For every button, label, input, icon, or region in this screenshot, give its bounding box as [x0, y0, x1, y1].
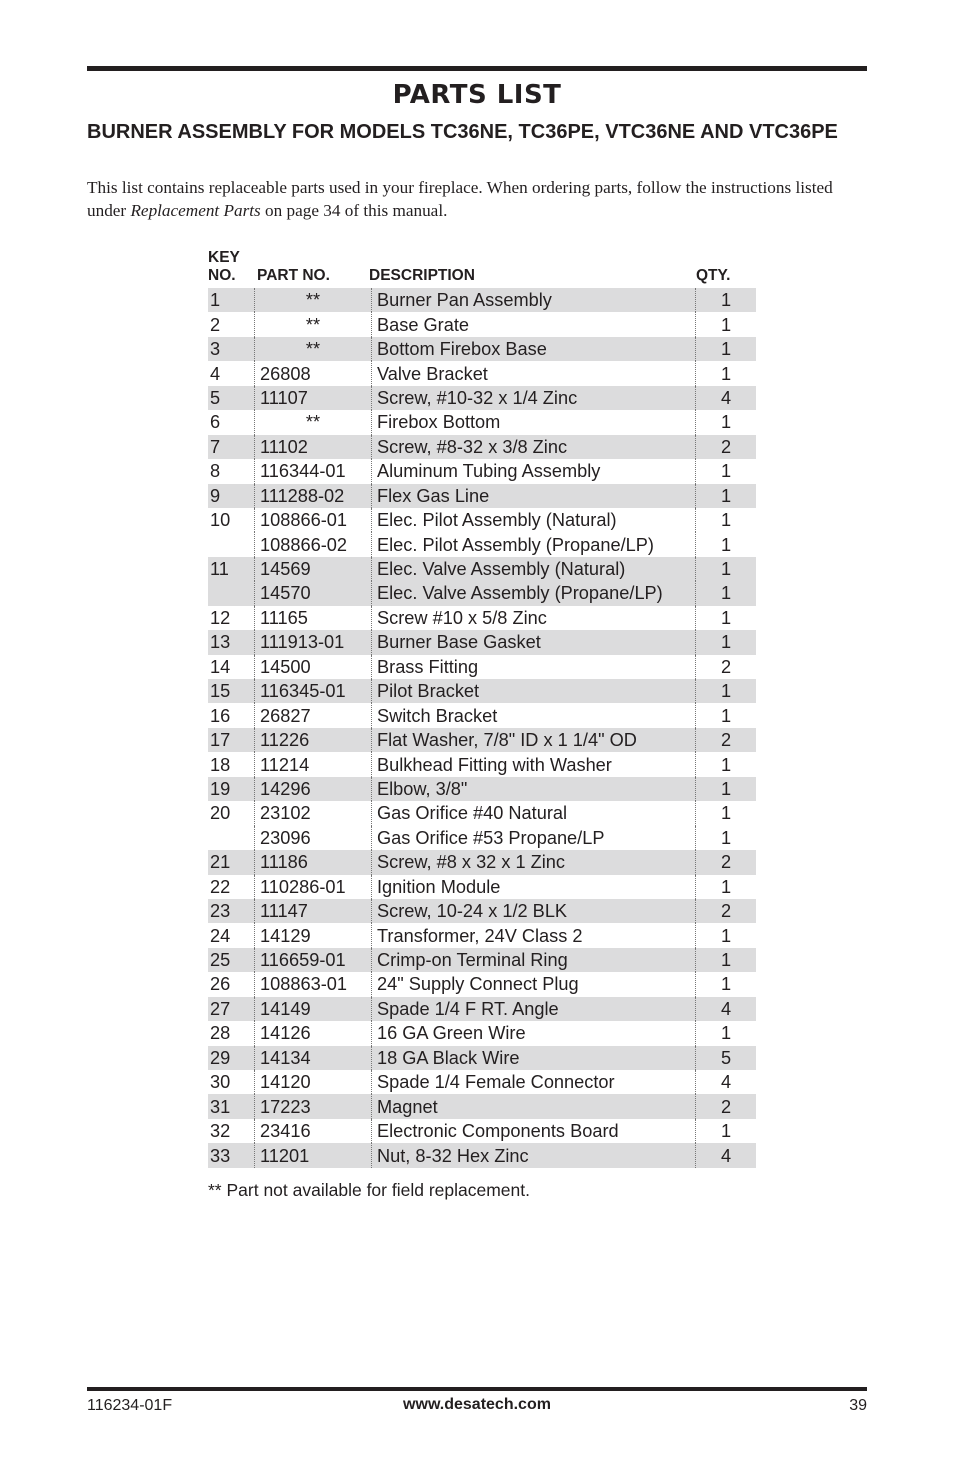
key-no-cell: 20	[208, 801, 255, 825]
description-cell: Elec. Pilot Assembly (Natural)	[372, 508, 696, 532]
description-cell: Elbow, 3/8"	[372, 777, 696, 801]
qty-cell: 2	[696, 435, 757, 459]
key-no-cell: 28	[208, 1021, 255, 1045]
qty-cell: 1	[696, 557, 757, 581]
key-no-cell: 3	[208, 337, 255, 361]
part-no-cell: 11102	[255, 435, 372, 459]
part-no-cell: 14296	[255, 777, 372, 801]
qty-cell: 1	[720, 876, 732, 897]
description-cell: Bottom Firebox Base	[372, 337, 696, 361]
part-no-cell: 111288-02	[255, 484, 372, 508]
part-no-cell: 14120	[255, 1070, 372, 1094]
table-row	[208, 826, 756, 850]
key-no-cell: 25	[208, 948, 255, 972]
description-cell: Magnet	[372, 1094, 696, 1118]
part-no-cell: 116344-01	[255, 459, 372, 483]
part-no-cell: 14129	[255, 923, 372, 947]
description-cell: Burner Pan Assembly	[372, 288, 696, 312]
part-no-cell: **	[255, 288, 372, 312]
table-row	[208, 1046, 756, 1070]
table-row	[208, 386, 756, 410]
key-no-cell: 4	[208, 361, 255, 385]
part-no-cell: 108866-02	[255, 532, 372, 556]
intro-text-start: This list contains replaceable parts used in your fireplace. When ordering parts, follow the instructions listed under	[87, 178, 833, 220]
key-no-cell: 24	[208, 923, 255, 947]
qty-cell: 1	[720, 705, 732, 726]
table-row	[208, 484, 756, 508]
description-cell: Pilot Bracket	[372, 679, 696, 703]
table-row	[208, 1070, 756, 1094]
qty-cell: 1	[696, 288, 757, 312]
part-no-cell: 111913-01	[255, 630, 372, 654]
key-no-cell: 18	[208, 752, 255, 776]
qty-cell: 1	[696, 337, 757, 361]
table-row	[208, 410, 756, 434]
description-cell: Transformer, 24V Class 2	[372, 923, 696, 947]
qty-cell: 1	[696, 630, 757, 654]
table-row	[208, 923, 756, 947]
description-cell: Screw, #8 x 32 x 1 Zinc	[372, 850, 696, 874]
parts-table	[208, 288, 756, 1168]
description-cell: Crimp-on Terminal Ring	[372, 948, 696, 972]
description-cell: Flex Gas Line	[372, 484, 696, 508]
table-row	[208, 337, 756, 361]
description-cell: Elec. Pilot Assembly (Propane/LP)	[372, 532, 696, 556]
part-no-cell: 14500	[255, 655, 372, 679]
part-no-cell: 17223	[255, 1094, 372, 1118]
key-no-cell: 7	[208, 435, 255, 459]
description-cell: Burner Base Gasket	[372, 630, 696, 654]
table-row	[208, 361, 756, 385]
section-heading: BURNER ASSEMBLY FOR MODELS TC36NE, TC36PE, VTC36NE AND VTC36PE	[87, 121, 838, 143]
table-row	[208, 679, 756, 703]
description-cell: Elec. Valve Assembly (Natural)	[372, 557, 696, 581]
header-qty: QTY.	[696, 267, 731, 284]
description-cell: Bulkhead Fitting with Washer	[372, 752, 696, 776]
page-number: 39	[849, 1397, 867, 1414]
qty-cell: 1	[720, 1023, 732, 1044]
qty-cell: 2	[696, 850, 757, 874]
footnote: ** Part not available for field replacement.	[208, 1180, 530, 1200]
key-no-cell: 29	[208, 1046, 255, 1070]
qty-cell: 1	[720, 827, 732, 848]
table-row	[208, 972, 756, 996]
key-no-cell	[208, 826, 255, 850]
header-key-line1: KEY	[208, 249, 240, 266]
qty-cell: 1	[720, 412, 732, 433]
table-row	[208, 1021, 756, 1045]
table-row	[208, 997, 756, 1021]
description-cell: Brass Fitting	[372, 655, 696, 679]
part-no-cell: 14134	[255, 1046, 372, 1070]
description-cell: 16 GA Green Wire	[372, 1021, 696, 1045]
intro-paragraph	[87, 176, 872, 222]
description-cell: Base Grate	[372, 312, 696, 336]
key-no-cell: 33	[208, 1143, 255, 1167]
part-no-cell: 23102	[255, 801, 372, 825]
part-no-cell: **	[255, 337, 372, 361]
qty-cell: 4	[720, 1072, 732, 1093]
qty-cell: 1	[696, 679, 757, 703]
key-no-cell: 9	[208, 484, 255, 508]
qty-cell: 1	[696, 484, 757, 508]
table-row	[208, 606, 756, 630]
description-cell: Valve Bracket	[372, 361, 696, 385]
page-title: PARTS LIST	[392, 80, 562, 110]
table-row	[208, 288, 756, 312]
description-cell: Aluminum Tubing Assembly	[372, 459, 696, 483]
description-cell: 24" Supply Connect Plug	[372, 972, 696, 996]
description-cell: Spade 1/4 F RT. Angle	[372, 997, 696, 1021]
table-row	[208, 948, 756, 972]
key-no-cell: 23	[208, 899, 255, 923]
part-no-cell: 116659-01	[255, 948, 372, 972]
part-no-cell: 14149	[255, 997, 372, 1021]
key-no-cell	[208, 532, 255, 556]
table-row	[208, 435, 756, 459]
key-no-cell: 6	[208, 410, 255, 434]
table-row	[208, 557, 756, 581]
key-no-cell: 12	[208, 606, 255, 630]
description-cell: Gas Orifice #53 Propane/LP	[372, 826, 696, 850]
qty-cell: 2	[696, 899, 757, 923]
qty-cell: 1	[720, 974, 732, 995]
key-no-cell: 32	[208, 1119, 255, 1143]
key-no-cell: 5	[208, 386, 255, 410]
part-no-cell: 11214	[255, 752, 372, 776]
part-no-cell: 11201	[255, 1143, 372, 1167]
qty-cell: 1	[720, 314, 732, 335]
table-row	[208, 801, 756, 825]
table-row	[208, 312, 756, 336]
key-no-cell: 19	[208, 777, 255, 801]
description-cell: Ignition Module	[372, 875, 696, 899]
key-no-cell: 13	[208, 630, 255, 654]
qty-cell: 2	[696, 728, 757, 752]
table-row	[208, 703, 756, 727]
part-no-cell: **	[255, 410, 372, 434]
table-row	[208, 655, 756, 679]
qty-cell: 1	[720, 363, 732, 384]
table-row	[208, 850, 756, 874]
header-part-no: PART NO.	[257, 267, 330, 284]
key-no-cell: 16	[208, 703, 255, 727]
description-cell: Firebox Bottom	[372, 410, 696, 434]
table-row	[208, 630, 756, 654]
table-row	[208, 508, 756, 532]
key-no-cell: 27	[208, 997, 255, 1021]
part-no-cell: 11107	[255, 386, 372, 410]
part-no-cell: 108866-01	[255, 508, 372, 532]
part-no-cell: 11147	[255, 899, 372, 923]
part-no-cell: 26827	[255, 703, 372, 727]
qty-cell: 1	[720, 803, 732, 824]
part-no-cell: 11165	[255, 606, 372, 630]
table-row	[208, 728, 756, 752]
qty-cell: 2	[696, 1094, 757, 1118]
qty-cell: 4	[696, 386, 757, 410]
parts-table-body	[208, 288, 756, 1168]
qty-cell: 5	[696, 1046, 757, 1070]
part-no-cell: 11226	[255, 728, 372, 752]
table-row	[208, 1119, 756, 1143]
key-no-cell: 8	[208, 459, 255, 483]
table-row	[208, 459, 756, 483]
qty-cell: 1	[720, 607, 732, 628]
qty-cell: 1	[720, 510, 732, 531]
qty-cell: 1	[696, 581, 757, 605]
part-no-cell: 11186	[255, 850, 372, 874]
key-no-cell: 31	[208, 1094, 255, 1118]
description-cell: 18 GA Black Wire	[372, 1046, 696, 1070]
description-cell: Electronic Components Board	[372, 1119, 696, 1143]
part-no-cell: 108863-01	[255, 972, 372, 996]
key-no-cell: 22	[208, 875, 255, 899]
key-no-cell: 11	[208, 557, 255, 581]
part-no-cell: 23416	[255, 1119, 372, 1143]
table-row	[208, 1143, 756, 1167]
intro-text-end: on page 34 of this manual.	[260, 201, 448, 220]
part-no-cell: 14569	[255, 557, 372, 581]
part-no-cell: 110286-01	[255, 875, 372, 899]
website-link[interactable]: www.desatech.com	[403, 1396, 551, 1413]
table-row	[208, 532, 756, 556]
key-no-cell: 2	[208, 312, 255, 336]
table-row	[208, 581, 756, 605]
part-no-cell: 14126	[255, 1021, 372, 1045]
table-row	[208, 875, 756, 899]
key-no-cell: 15	[208, 679, 255, 703]
description-cell: Gas Orifice #40 Natural	[372, 801, 696, 825]
description-cell: Flat Washer, 7/8" ID x 1 1/4" OD	[372, 728, 696, 752]
top-rule	[87, 66, 867, 71]
qty-cell: 1	[696, 948, 757, 972]
qty-cell: 1	[720, 534, 732, 555]
header-key-line2: NO.	[208, 267, 236, 284]
table-row	[208, 899, 756, 923]
part-no-cell: 23096	[255, 826, 372, 850]
key-no-cell: 17	[208, 728, 255, 752]
table-row	[208, 777, 756, 801]
part-no-cell: **	[255, 312, 372, 336]
key-no-cell: 14	[208, 655, 255, 679]
part-no-cell: 26808	[255, 361, 372, 385]
qty-cell: 4	[696, 997, 757, 1021]
qty-cell: 1	[720, 1121, 732, 1142]
qty-cell: 1	[720, 461, 732, 482]
description-cell: Screw, #10-32 x 1/4 Zinc	[372, 386, 696, 410]
description-cell: Nut, 8-32 Hex Zinc	[372, 1143, 696, 1167]
key-no-cell: 21	[208, 850, 255, 874]
table-row	[208, 1094, 756, 1118]
key-no-cell: 30	[208, 1070, 255, 1094]
qty-cell: 1	[720, 925, 732, 946]
description-cell: Screw #10 x 5/8 Zinc	[372, 606, 696, 630]
description-cell: Switch Bracket	[372, 703, 696, 727]
part-no-cell: 116345-01	[255, 679, 372, 703]
key-no-cell: 1	[208, 288, 255, 312]
key-no-cell: 26	[208, 972, 255, 996]
key-no-cell: 10	[208, 508, 255, 532]
description-cell: Elec. Valve Assembly (Propane/LP)	[372, 581, 696, 605]
document-number: 116234-01F	[87, 1397, 173, 1414]
bottom-rule	[87, 1387, 867, 1391]
intro-link-text: Replacement Parts	[130, 201, 261, 220]
qty-cell: 4	[696, 1143, 757, 1167]
description-cell: Screw, #8-32 x 3/8 Zinc	[372, 435, 696, 459]
key-no-cell	[208, 581, 255, 605]
qty-cell: 1	[696, 777, 757, 801]
table-row	[208, 752, 756, 776]
description-cell: Spade 1/4 Female Connector	[372, 1070, 696, 1094]
qty-cell: 2	[720, 656, 732, 677]
qty-cell: 1	[720, 754, 732, 775]
header-description: DESCRIPTION	[369, 267, 475, 284]
description-cell: Screw, 10-24 x 1/2 BLK	[372, 899, 696, 923]
part-no-cell: 14570	[255, 581, 372, 605]
